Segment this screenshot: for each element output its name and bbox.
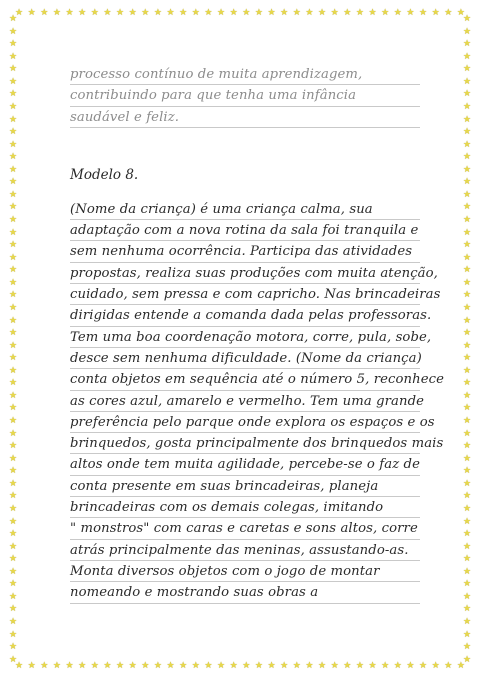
star-icon: ★ [462,290,472,301]
star-icon: ★ [216,8,226,18]
report-line: Monta diversos objetos com o jogo de montar [70,561,420,582]
star-icon: ★ [462,328,472,339]
star-border-left [8,14,18,665]
star-icon: ★ [292,8,301,18]
star-icon: ★ [8,114,18,125]
star-icon: ★ [8,51,18,62]
star-icon: ★ [462,478,472,489]
star-icon: ★ [8,617,18,627]
star-icon: ★ [27,8,36,18]
star-icon: ★ [343,8,352,18]
star-border-top [14,8,466,18]
star-icon: ★ [204,8,213,18]
star-icon: ★ [462,39,472,50]
star-icon: ★ [330,8,339,18]
star-icon: ★ [103,8,112,18]
star-icon: ★ [462,453,472,464]
star-icon: ★ [229,8,238,18]
star-icon: ★ [90,8,99,18]
star-icon: ★ [8,416,18,426]
star-icon: ★ [462,629,472,640]
star-icon: ★ [8,76,18,87]
star-icon: ★ [8,478,18,489]
star-icon: ★ [8,516,18,527]
star-icon: ★ [191,8,200,18]
star-icon: ★ [8,39,18,50]
star-icon: ★ [305,8,314,18]
star-icon: ★ [280,661,289,671]
star-icon: ★ [462,14,472,24]
star-icon: ★ [462,127,472,138]
star-icon: ★ [368,661,377,671]
star-icon: ★ [317,8,327,18]
report-line: cuidado, sem pressa e com capricho. Nas brincadeiras [70,284,420,305]
star-icon: ★ [355,8,364,18]
star-icon: ★ [462,579,472,590]
report-line: (Nome da criança) é uma criança calma, sua [70,199,420,220]
report-paragraph [70,199,445,604]
star-icon: ★ [8,403,18,414]
star-icon: ★ [128,661,137,671]
star-icon: ★ [8,529,18,540]
star-icon: ★ [462,101,472,112]
star-icon: ★ [462,353,472,364]
star-icon: ★ [8,127,18,138]
star-icon: ★ [8,240,18,251]
handwritten-text-area [70,64,445,604]
star-icon: ★ [8,579,18,590]
star-icon: ★ [8,14,18,24]
intro-line: processo contínuo de muita aprendizagem, [70,64,420,85]
star-icon: ★ [462,240,472,251]
intro-line: contribuindo para que tenha uma infância [70,85,420,106]
star-icon: ★ [40,661,49,671]
star-icon: ★ [254,8,263,18]
star-icon: ★ [462,189,472,200]
star-icon: ★ [128,8,137,18]
star-icon: ★ [8,566,18,577]
star-icon: ★ [381,8,390,18]
star-icon: ★ [355,661,364,671]
star-border-bottom [14,661,466,671]
star-icon: ★ [8,466,18,477]
star-icon: ★ [462,541,472,552]
star-icon: ★ [317,661,327,671]
star-icon: ★ [8,541,18,552]
star-icon: ★ [8,591,18,602]
star-icon: ★ [462,390,472,401]
star-icon: ★ [8,629,18,640]
star-icon: ★ [166,8,175,18]
star-icon: ★ [78,8,87,18]
model-heading: Modelo 8. [70,166,139,183]
star-icon: ★ [343,661,352,671]
star-icon: ★ [90,661,99,671]
star-icon: ★ [462,265,472,276]
star-icon: ★ [462,277,472,288]
star-icon: ★ [8,177,18,188]
star-icon: ★ [456,8,465,18]
report-line: adaptação com a nova rotina da sala foi tranquila e [70,220,420,241]
star-icon: ★ [78,661,87,671]
report-line: Tem uma boa coordenação motora, corre, pula, sobe, [70,327,420,348]
star-icon: ★ [8,390,18,401]
star-icon: ★ [267,8,276,18]
star-icon: ★ [418,661,428,671]
star-icon: ★ [8,328,18,339]
star-icon: ★ [8,189,18,200]
star-icon: ★ [8,491,18,502]
star-icon: ★ [141,661,150,671]
star-icon: ★ [462,529,472,540]
star-icon: ★ [462,654,472,665]
star-icon: ★ [462,202,472,213]
star-icon: ★ [40,8,49,18]
report-line: dirigidas entende a comanda dada pelas professoras. [70,305,420,326]
star-icon: ★ [406,8,415,18]
star-icon: ★ [330,661,339,671]
star-icon: ★ [52,8,61,18]
star-icon: ★ [418,8,428,18]
star-icon: ★ [8,164,18,175]
star-icon: ★ [462,554,472,565]
star-icon: ★ [462,89,472,100]
star-icon: ★ [254,661,263,671]
star-icon: ★ [462,252,472,263]
star-border-right [462,14,472,665]
star-icon: ★ [462,215,472,225]
star-icon: ★ [8,302,18,313]
star-icon: ★ [462,416,472,426]
report-line: preferência pelo parque onde explora os espaços e os [70,412,420,433]
star-icon: ★ [462,177,472,188]
report-line: atrás principalmente das meninas, assustando-as. [70,540,420,561]
star-icon: ★ [462,164,472,175]
star-icon: ★ [8,642,18,653]
star-icon: ★ [14,661,24,671]
star-icon: ★ [229,661,238,671]
star-icon: ★ [14,8,24,18]
star-icon: ★ [292,661,301,671]
star-icon: ★ [280,8,289,18]
star-icon: ★ [8,604,18,615]
star-icon: ★ [8,453,18,464]
report-line: propostas, realiza suas produções com muita atenção, [70,263,420,284]
star-icon: ★ [8,654,18,665]
star-icon: ★ [8,290,18,301]
star-icon: ★ [141,8,150,18]
star-icon: ★ [462,340,472,351]
report-line: sem nenhuma ocorrência. Participa das atividades [70,241,420,262]
star-icon: ★ [431,661,440,671]
star-icon: ★ [462,365,472,376]
star-icon: ★ [65,661,74,671]
report-line: conta objetos em sequência até o número 5, reconhece [70,369,420,390]
star-icon: ★ [8,215,18,225]
star-icon: ★ [462,441,472,452]
star-icon: ★ [242,661,251,671]
star-icon: ★ [431,8,440,18]
star-icon: ★ [8,441,18,452]
star-icon: ★ [8,378,18,389]
star-icon: ★ [8,503,18,514]
star-icon: ★ [462,403,472,414]
star-icon: ★ [462,26,472,37]
star-icon: ★ [456,661,465,671]
star-icon: ★ [462,566,472,577]
star-icon: ★ [191,661,200,671]
report-line: brinquedos, gosta principalmente dos brinquedos mais [70,433,420,454]
report-line: desce sem nenhuma dificuldade. (Nome da criança) [70,348,420,369]
star-icon: ★ [462,516,472,527]
star-icon: ★ [115,661,125,671]
star-icon: ★ [444,8,453,18]
star-icon: ★ [8,101,18,112]
star-icon: ★ [462,114,472,125]
star-icon: ★ [444,661,453,671]
star-icon: ★ [462,76,472,87]
star-icon: ★ [8,89,18,100]
star-icon: ★ [8,202,18,213]
star-icon: ★ [462,302,472,313]
star-icon: ★ [462,428,472,439]
star-icon: ★ [462,139,472,150]
star-icon: ★ [103,661,112,671]
star-icon: ★ [8,554,18,565]
report-line: brincadeiras com os demais colegas, imitando [70,497,420,518]
star-icon: ★ [216,661,226,671]
star-icon: ★ [115,8,125,18]
report-line: " monstros" com caras e caretas e sons altos, corre [70,518,420,539]
star-icon: ★ [462,591,472,602]
report-line: nomeando e mostrando suas obras a [70,582,420,603]
report-line: altos onde tem muita agilidade, percebe-se o faz de [70,454,420,475]
star-icon: ★ [8,365,18,376]
star-icon: ★ [27,661,36,671]
star-icon: ★ [462,227,472,238]
star-icon: ★ [305,661,314,671]
star-icon: ★ [8,315,18,326]
intro-paragraph [70,64,420,128]
star-icon: ★ [153,8,162,18]
star-icon: ★ [462,466,472,477]
intro-line: saudável e feliz. [70,107,420,128]
star-icon: ★ [462,617,472,627]
star-icon: ★ [393,661,402,671]
star-icon: ★ [179,8,188,18]
star-icon: ★ [8,252,18,263]
star-icon: ★ [179,661,188,671]
star-icon: ★ [267,661,276,671]
report-line: conta presente em suas brincadeiras, planeja [70,476,420,497]
star-icon: ★ [8,26,18,37]
star-icon: ★ [406,661,415,671]
report-line: as cores azul, amarelo e vermelho. Tem uma grande [70,391,420,412]
star-icon: ★ [381,661,390,671]
star-icon: ★ [462,152,472,163]
star-icon: ★ [8,340,18,351]
star-icon: ★ [462,64,472,75]
star-icon: ★ [65,8,74,18]
star-icon: ★ [462,604,472,615]
star-icon: ★ [8,277,18,288]
star-icon: ★ [8,227,18,238]
star-icon: ★ [393,8,402,18]
star-icon: ★ [462,51,472,62]
star-icon: ★ [8,152,18,163]
star-icon: ★ [166,661,175,671]
star-icon: ★ [8,428,18,439]
star-icon: ★ [52,661,61,671]
star-icon: ★ [8,139,18,150]
star-icon: ★ [8,353,18,364]
star-icon: ★ [368,8,377,18]
star-icon: ★ [204,661,213,671]
star-icon: ★ [462,491,472,502]
star-icon: ★ [462,503,472,514]
star-icon: ★ [8,64,18,75]
star-icon: ★ [153,661,162,671]
star-icon: ★ [462,642,472,653]
star-icon: ★ [8,265,18,276]
star-icon: ★ [462,378,472,389]
star-icon: ★ [462,315,472,326]
star-icon: ★ [242,8,251,18]
